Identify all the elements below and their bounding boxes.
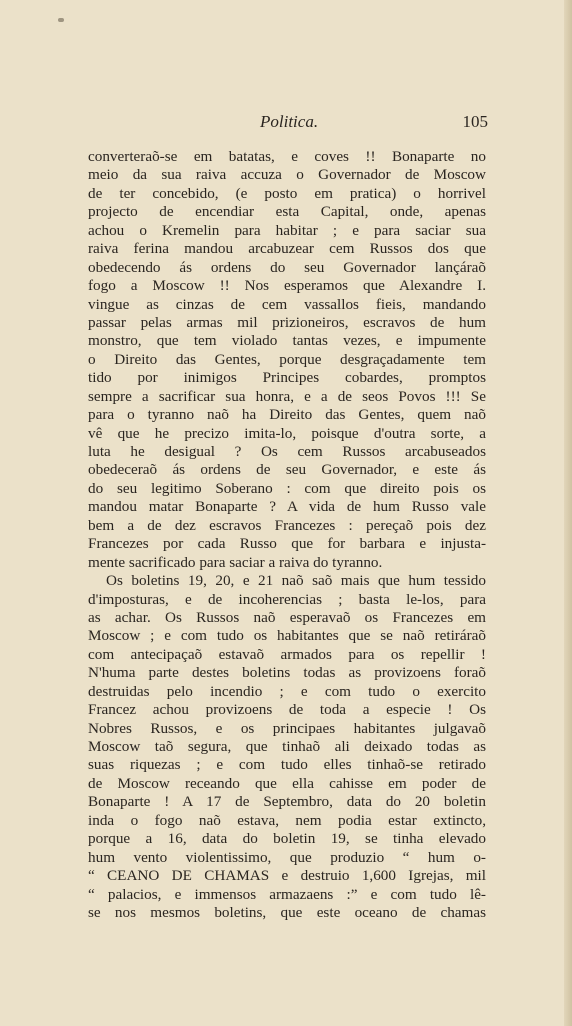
text-line: Francez achou provizoens de toda a especie ! Os bbox=[88, 701, 486, 719]
text-line: “ palacios, e immensos armazaens :” e com tudo lê- bbox=[88, 885, 486, 903]
page-edge bbox=[564, 0, 572, 1026]
page-number: 105 bbox=[462, 112, 488, 131]
text-line: as achar. Os Russos naõ esperavaõ os Francezes em bbox=[88, 608, 486, 626]
text-line: destruidas pelo incendio ; e com tudo o exercito bbox=[88, 682, 486, 700]
text-line: obedeceraõ ás ordens de seu Governador, e este ás bbox=[88, 461, 486, 479]
text-line: de Moscow receando que ella cahisse em poder de bbox=[88, 774, 486, 792]
text-line: para o tyranno naõ ha Direito das Gentes, quem naõ bbox=[88, 406, 486, 424]
text-line: se nos mesmos boletins, que este oceano de chamas bbox=[88, 903, 486, 921]
text-line: suas riquezas ; e com tudo elles tinhaõ-se retirado bbox=[88, 756, 486, 774]
text-line: o Direito das Gentes, porque desgraçadamente tem bbox=[88, 350, 486, 368]
text-line: Bonaparte ! A 17 de Septembro, data do 20 boletin bbox=[88, 793, 486, 811]
text-line: mente sacrificado para saciar a raiva do tyranno. bbox=[88, 553, 383, 571]
text-line: bem a de dez escravos Francezes : pereçaõ pois dez bbox=[88, 516, 486, 534]
text-line: fogo a Moscow !! Nos esperamos que Alexandre I. bbox=[88, 277, 486, 295]
text-line: hum vento violentissimo, que produzio “ hum o- bbox=[88, 848, 486, 866]
text-line: Os boletins 19, 20, e 21 naõ saõ mais que hum tessido bbox=[106, 572, 486, 590]
text-line: Moscow taõ segura, que tinhaõ ali deixado todas as bbox=[88, 738, 486, 755]
body-text bbox=[88, 148, 486, 922]
text-line: converteraõ-se em batatas, e coves !! Bonaparte no bbox=[88, 148, 486, 165]
text-line: sempre a sacrificar sua honra, e a de seos Povos !!! Se bbox=[88, 387, 486, 405]
text-line: N'huma parte destes boletins todas as provizoens foraõ bbox=[88, 664, 486, 682]
text-line: Francezes por cada Russo que for barbara e injusta- bbox=[88, 535, 486, 553]
text-line: Nobres Russos, e os principaes habitantes julgavaõ bbox=[88, 719, 486, 737]
text-line: mandou matar Bonaparte ? A vida de hum Russo vale bbox=[88, 498, 486, 516]
text-line: Moscow ; e com tudo os habitantes que se naõ retiráraõ bbox=[88, 627, 486, 645]
text-line: de ter concebido, (e posto em pratica) o horrivel bbox=[88, 184, 486, 202]
text-line: achou o Kremelin para habitar ; e para saciar sua bbox=[88, 221, 486, 239]
text-line: vê que he precizo imita-lo, poisque d'outra sorte, a bbox=[88, 424, 486, 442]
text-line: obedecendo ás ordens do seu Governador lançáraõ bbox=[88, 258, 486, 276]
text-line: passar pelas armas mil prizioneiros, escravos de hum bbox=[88, 313, 486, 331]
text-line: luta he desigual ? Os cem Russos arcabuseados bbox=[88, 443, 486, 460]
ink-spot bbox=[58, 18, 64, 22]
text-line: monstro, que tem violado tantas vezes, e impumente bbox=[88, 332, 486, 350]
text-line: inda o fogo naõ estava, nem podia estar extincto, bbox=[88, 811, 486, 829]
text-line: raiva ferina mandou arcabuzear cem Russos dos que bbox=[88, 240, 486, 258]
running-head bbox=[88, 112, 488, 134]
text-line: d'imposturas, e de incoherencias ; basta le-los, para bbox=[88, 590, 486, 608]
text-line: projecto de encendiar esta Capital, onde, apenas bbox=[88, 203, 486, 221]
text-line: tido por inimigos Principes cobardes, promptos bbox=[88, 369, 486, 387]
running-head-title: Politica. bbox=[260, 112, 319, 131]
text-line: vingue as cinzas de cem vassallos fieis, mandando bbox=[88, 295, 486, 313]
text-line: meio da sua raiva accuza o Governador de Moscow bbox=[88, 166, 486, 184]
text-line: “ CEANO DE CHAMAS e destruio 1,600 Igrejas, mil bbox=[88, 867, 486, 885]
text-line: porque a 16, data do boletin 19, se tinha elevado bbox=[88, 830, 486, 848]
text-line: do seu legitimo Soberano : com que direito pois os bbox=[88, 479, 486, 497]
text-line: com antecipaçaõ estavaõ armados para os repellir ! bbox=[88, 645, 486, 663]
